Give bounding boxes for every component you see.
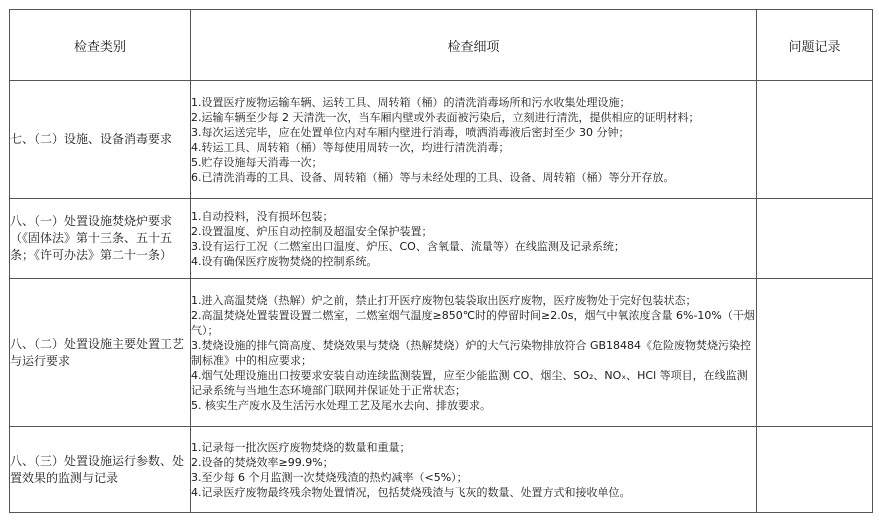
table-row: [10, 81, 873, 199]
details-cell: [191, 279, 757, 427]
detail-item: 4.记录医疗废物最终残余物处置情况，包括焚烧残渣与飞灰的数量、处置方式和接收单位。: [191, 485, 631, 499]
table-row: [10, 427, 873, 513]
detail-item: 3.至少每 6 个月监测一次焚烧残渣的热灼减率（<5%）；: [191, 470, 468, 484]
detail-item: 1.记录每一批次医疗废物焚烧的数量和重量；: [191, 440, 411, 454]
table-row: [10, 199, 873, 279]
detail-item: 4.转运工具、周转箱（桶）等每使用周转一次，均进行清洗消毒；: [191, 140, 510, 154]
header-details: 检查细项: [191, 10, 757, 81]
table-row: [10, 279, 873, 427]
inspection-table: [9, 9, 873, 513]
detail-item: 2.设置温度、炉压自动控制及超温安全保护装置；: [191, 224, 433, 238]
details-cell: [191, 427, 757, 513]
detail-item: 3.焚烧设施的排气筒高度、焚烧效果与焚烧（热解焚烧）炉的大气污染物排放符合 GB18484《危险废物焚烧污染控制标准》中的相应要求；: [191, 338, 752, 367]
detail-item: 6.已清洗消毒的工具、设备、周转箱（桶）等与未经处理的工具、设备、周转箱（桶）等分开存放。: [191, 170, 675, 184]
record-cell: [757, 81, 873, 199]
detail-item: 1.进入高温焚烧（热解）炉之前，禁止打开医疗废物包装袋取出医疗废物，医疗废物处于完好包装状态；: [191, 293, 697, 307]
detail-item: 4.设有确保医疗废物焚烧的控制系统。: [191, 254, 378, 268]
detail-item: 1.设置医疗废物运输车辆、运转工具、周转箱（桶）的清洗消毒场所和污水收集处理设施；: [191, 95, 631, 109]
detail-item: 3.每次运送完毕，应在处置单位内对车厢内壁进行消毒，喷洒消毒液后密封至少 30 分钟；: [191, 125, 630, 139]
detail-item: 1.自动投料，没有损坏包装；: [191, 209, 334, 223]
detail-item: 2.高温焚烧处置装置设置二燃室，二燃室烟气温度≥850℃时的停留时间≥2.0s，烟气中氧浓度含量 6%-10%（干烟气）；: [191, 308, 755, 337]
detail-item: 3.设有运行工况（二燃室出口温度、炉压、CO、含氧量、流量等）在线监测及记录系统；: [191, 239, 625, 253]
table-header-row: [10, 10, 873, 81]
category-cell: 八、（二）处置设施主要处置工艺与运行要求: [10, 279, 191, 427]
category-cell: 八、（一）处置设施焚烧炉要求（《固体法》第十三条、五十五条；《许可办法》第二十一条）: [10, 199, 191, 279]
details-cell: [191, 199, 757, 279]
header-category: 检查类别: [10, 10, 191, 81]
header-records: 问题记录: [757, 10, 873, 81]
details-cell: [191, 81, 757, 199]
detail-item: 2.运输车辆至少每 2 天清洗一次，当车厢内壁或外表面被污染后，立刻进行清洗，提供相应的证明材料；: [191, 110, 700, 124]
detail-item: 4.烟气处理设施出口按要求安装自动连续监测装置，应至少能监测 CO、烟尘、SO₂、NOₓ、HCl 等项目，在线监测记录系统与当地生态环境部门联网并保证处于正常状态；: [191, 368, 748, 397]
record-cell: [757, 427, 873, 513]
category-cell: 八、（三）处置设施运行参数、处置效果的监测与记录: [10, 427, 191, 513]
record-cell: [757, 279, 873, 427]
detail-item: 5. 核实生产废水及生活污水处理工艺及尾水去向、排放要求。: [191, 398, 491, 412]
detail-item: 2.设备的焚烧效率≥99.9%；: [191, 455, 334, 469]
detail-item: 5.贮存设施每天消毒一次；: [191, 155, 323, 169]
category-cell: 七、（二）设施、设备消毒要求: [10, 81, 191, 199]
record-cell: [757, 199, 873, 279]
